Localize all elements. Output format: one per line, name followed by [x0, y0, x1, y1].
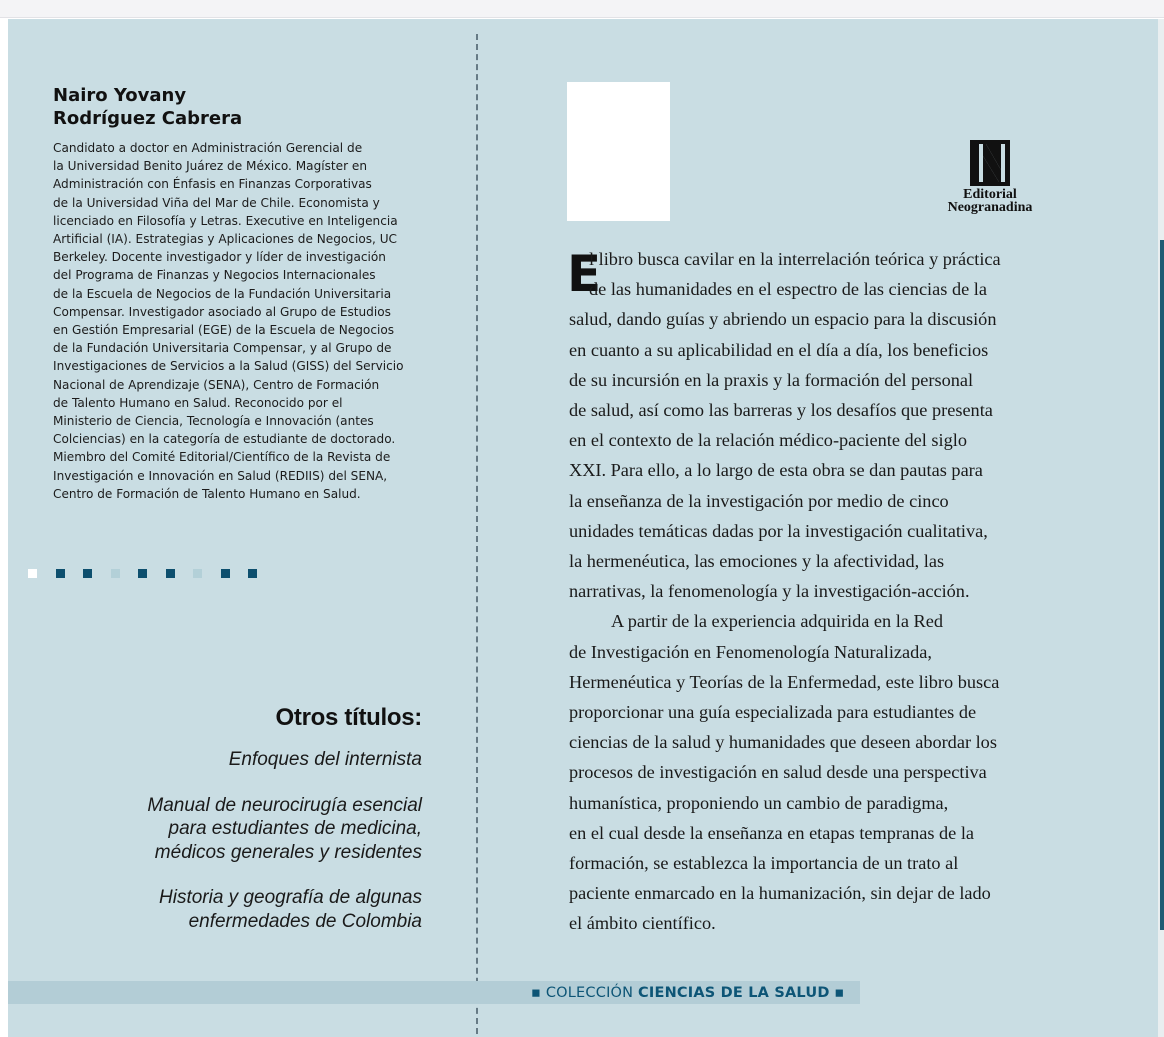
- logo-n-mark-icon: [970, 140, 1010, 186]
- synopsis-text: [569, 244, 1089, 939]
- bio-line: del Programa de Finanzas y Negocios Internacionales: [53, 268, 376, 283]
- bio-line: Artificial (IA). Estrategias y Aplicaciones de Negocios, UC: [53, 232, 398, 247]
- dropcap-letter: E: [567, 245, 602, 303]
- bio-line: Ministerio de Ciencia, Tecnología e Innovación (antes: [53, 414, 374, 429]
- synopsis-line: de las humanidades en el espectro de las ciencias de la: [589, 279, 987, 300]
- decorative-square: [248, 569, 257, 578]
- author-name-line2: Rodríguez Cabrera: [53, 108, 243, 129]
- bio-line: de la Escuela de Negocios de la Fundación Universitaria: [53, 286, 392, 301]
- other-title-line: médicos generales y residentes: [154, 841, 422, 863]
- synopsis-line: la hermenéutica, las emociones y la afectividad, las: [569, 551, 945, 572]
- author-name-line1: Nairo Yovany: [53, 85, 187, 106]
- synopsis-line: unidades temáticas dadas por la investigación cualitativa,: [569, 520, 988, 541]
- bio-line: Centro de Formación de Talento Humano en Salud.: [53, 486, 361, 501]
- bio-line: Candidato a doctor en Administración Gerencial de: [53, 141, 363, 155]
- fold-dashed-line: [476, 34, 478, 1034]
- collection-prefix: COLECCIÓN: [545, 985, 634, 1001]
- decorative-squares: [28, 569, 268, 579]
- decorative-square: [193, 569, 202, 578]
- bio-line: la Universidad Benito Juárez de México. Magíster en: [53, 159, 368, 174]
- other-title-line: enfermedades de Colombia: [188, 910, 422, 932]
- synopsis-line: ciencias de la salud y humanidades que deseen abordar los: [569, 732, 997, 753]
- synopsis-line: el ámbito científico.: [569, 913, 716, 934]
- synopsis-line: salud, dando guías y abriendo un espacio para la discusión: [569, 309, 997, 330]
- decorative-square: [138, 569, 147, 578]
- bio-line: licenciado en Filosofía y Letras. Executive en Inteligencia: [53, 213, 398, 228]
- synopsis-line: formación, se establezca la importancia de un trato al: [569, 853, 959, 874]
- spine-edge: [1160, 240, 1164, 930]
- collection-label: [531, 985, 844, 1002]
- synopsis-line: en cuanto a su aplicabilidad en el día a día, los beneficios: [569, 339, 989, 360]
- collection-bullet-right: ▪: [834, 985, 845, 1001]
- bio-line: de la Universidad Viña del Mar de Chile. Economista y: [53, 195, 380, 210]
- blank-image-placeholder: [567, 82, 670, 221]
- bio-line: en Gestión Empresarial (EGE) de la Escuela de Negocios: [53, 323, 395, 338]
- logo-text-neogranadina: Neogranadina: [947, 200, 1033, 215]
- synopsis-line: Hermenéutica y Teorías de la Enfermedad, este libro busca: [569, 671, 1000, 692]
- decorative-square: [56, 569, 65, 578]
- synopsis-line: proporcionar una guía especializada para estudiantes de: [569, 702, 977, 723]
- bio-line: Berkeley. Docente investigador y líder de investigación: [53, 250, 386, 265]
- other-title-line: Enfoques del internista: [228, 749, 422, 770]
- synopsis-line: l libro busca cavilar en la interrelación teórica y práctica: [589, 249, 1001, 269]
- synopsis-line: procesos de investigación en salud desde una perspectiva: [569, 762, 987, 783]
- decorative-square: [28, 569, 37, 578]
- collection-name: CIENCIAS DE LA SALUD: [638, 985, 830, 1001]
- synopsis-line: de Investigación en Fenomenología Naturalizada,: [569, 641, 932, 662]
- synopsis-line: narrativas, la fenomenología y la investigación-acción.: [569, 581, 970, 602]
- bio-line: Colciencias) en la categoría de estudiante de doctorado.: [53, 432, 396, 447]
- viewer-top-bar: [0, 0, 1164, 18]
- synopsis-line: en el contexto de la relación médico-paciente del siglo: [569, 430, 967, 451]
- decorative-square: [83, 569, 92, 578]
- bio-line: Administración con Énfasis en Finanzas Corporativas: [53, 177, 372, 192]
- bio-line: Investigación e Innovación en Salud (REDIIS) del SENA,: [53, 468, 388, 483]
- decorative-square: [221, 569, 230, 578]
- collection-bullet-left: ▪: [531, 985, 542, 1001]
- other-title: [62, 794, 422, 865]
- other-title: [62, 886, 422, 933]
- synopsis-line: XXI. Para ello, a lo largo de esta obra se dan pautas para: [569, 460, 983, 481]
- author-name: [53, 84, 453, 130]
- synopsis-line: la enseñanza de la investigación por medio de cinco: [569, 490, 949, 511]
- bio-line: Investigaciones de Servicios a la Salud (GISS) del Servicio: [53, 359, 404, 374]
- bio-line: de la Fundación Universitaria Compensar, y al Grupo de: [53, 341, 392, 356]
- other-titles-section: [62, 704, 422, 955]
- other-titles-heading: Otros títulos:: [275, 704, 422, 731]
- author-bio: [53, 139, 445, 503]
- synopsis-line: de su incursión en la praxis y la formación del personal: [569, 369, 974, 390]
- bio-line: de Talento Humano en Salud. Reconocido por el: [53, 395, 343, 410]
- synopsis-line: A partir de la experiencia adquirida en la Red: [611, 611, 943, 632]
- decorative-square: [111, 569, 120, 578]
- synopsis-line: paciente enmarcado en la humanización, sin dejar de lado: [569, 883, 991, 904]
- logo-text-editorial: Editorial: [963, 187, 1017, 202]
- bio-line: Miembro del Comité Editorial/Científico de la Revista de: [53, 450, 391, 465]
- other-title-line: para estudiantes de medicina,: [168, 818, 422, 839]
- other-title-line: Historia y geografía de algunas: [159, 887, 422, 908]
- bio-line: Nacional de Aprendizaje (SENA), Centro de Formación: [53, 377, 380, 392]
- synopsis-line: humanística, proponiendo un cambio de paradigma,: [569, 792, 949, 813]
- other-title: [62, 748, 422, 772]
- synopsis-line: en el cual desde la enseñanza en etapas tempranas de la: [569, 822, 975, 843]
- publisher-logo: [938, 140, 1042, 215]
- other-title-line: Manual de neurocirugía esencial: [147, 794, 422, 816]
- bio-line: Compensar. Investigador asociado al Grupo de Estudios: [53, 304, 391, 319]
- decorative-square: [166, 569, 175, 578]
- synopsis-line: de salud, así como las barreras y los desafíos que presenta: [569, 400, 993, 421]
